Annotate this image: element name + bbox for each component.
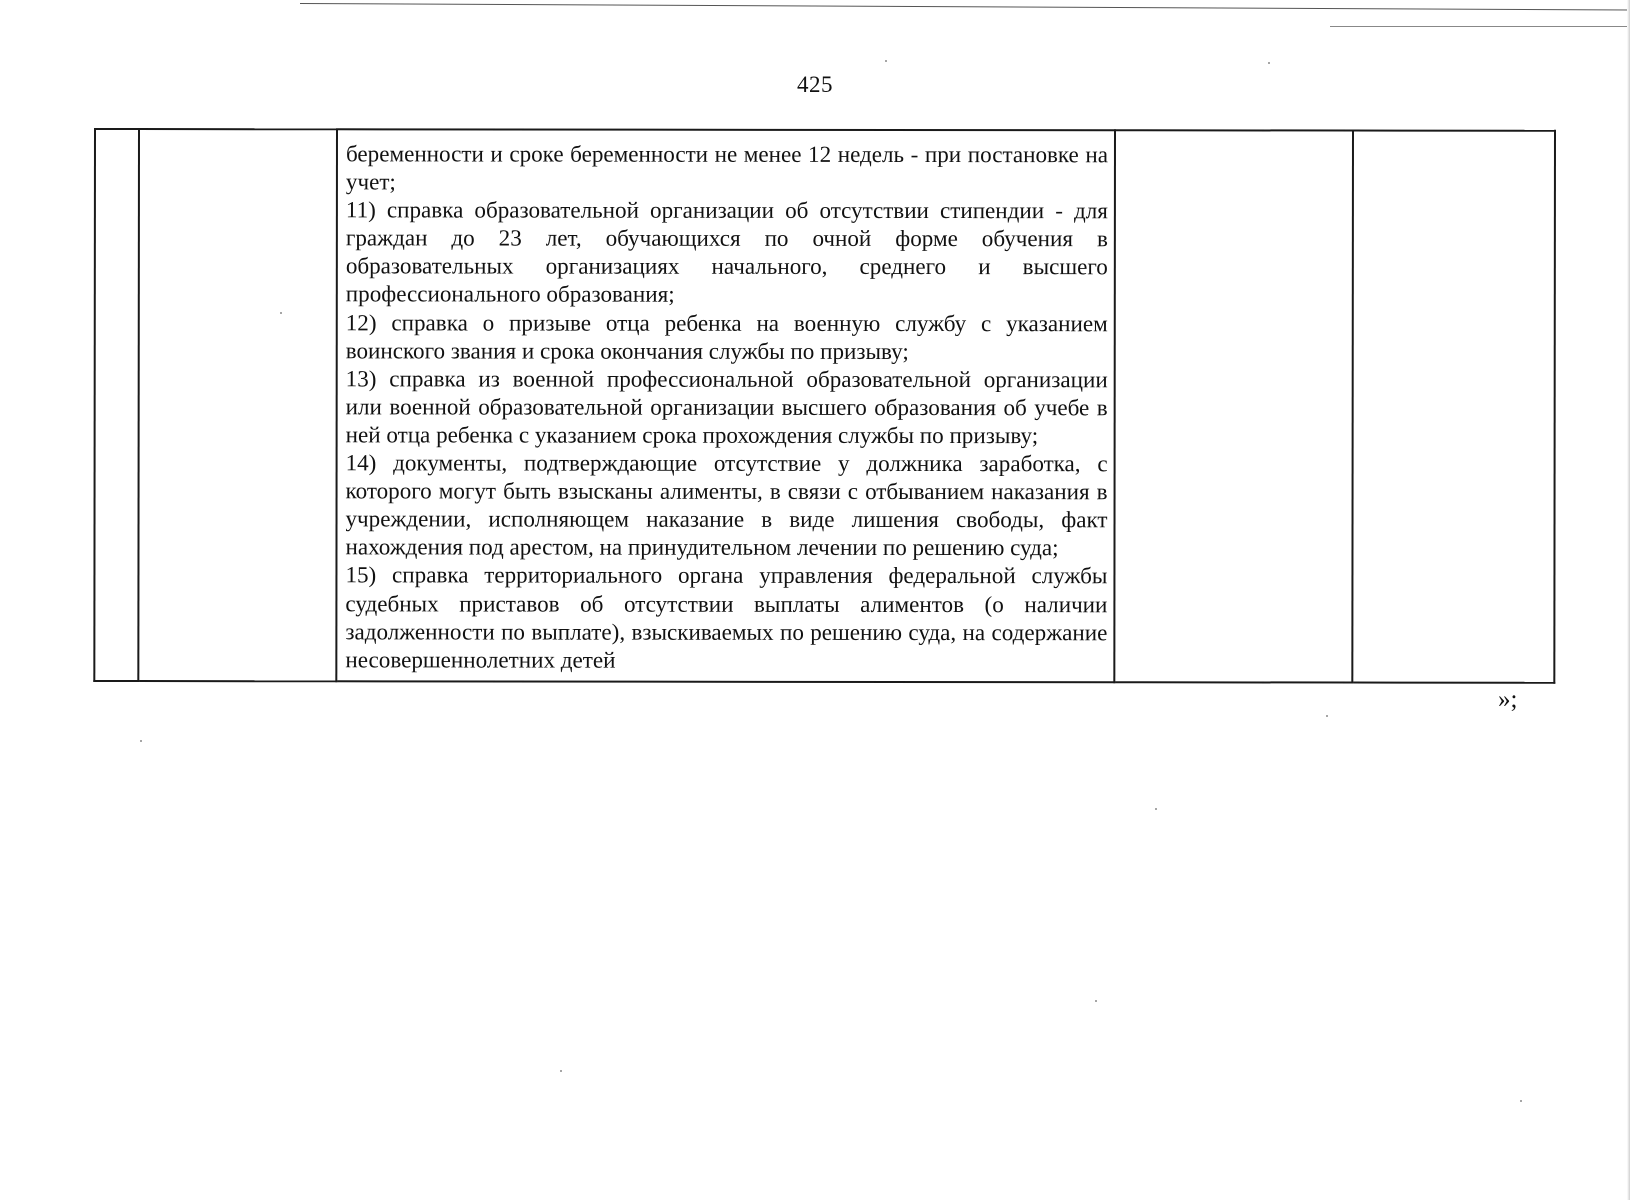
scan-speck (1268, 62, 1270, 64)
scan-speck (140, 740, 142, 742)
scan-speck (1155, 808, 1157, 810)
scan-speck (1326, 715, 1328, 717)
scan-speck (280, 312, 282, 314)
table-cell-empty (1114, 130, 1353, 682)
closing-quote-mark: »; (1498, 686, 1518, 713)
document-paragraph: беременности и сроке беременности не менее 12 недель - при постановке на учет; (345, 140, 1108, 195)
table-cell-documents (336, 129, 1115, 682)
scan-artifact-line (1330, 26, 1630, 27)
scan-speck (560, 1070, 562, 1072)
table-cell-empty (1352, 131, 1555, 683)
scan-artifact-line (300, 3, 1630, 10)
document-paragraph: 13) справка из военной профессиональной образовательной организации или военной образовательной организации высшего образования об учебе в ней отца ребенка с указанием срока прохождения службы по призыву; (345, 365, 1108, 449)
document-paragraph: 15) справка территориального органа управления федеральной службы судебных приставов об отсутствии выплаты алиментов (о наличии задолженности по выплате), взыскиваемых по решению суда, на содержание несовершеннолетних детей (345, 561, 1108, 673)
documents-text (337, 130, 1114, 680)
document-paragraph: 14) документы, подтверждающие отсутствие у должника заработка, с которого могут быть взысканы алименты, в связи с отбыванием наказания в учреждении, исполняющем наказание в виде лишения свободы, факт нахождения под арестом, на принудительном лечении по решению суда; (345, 449, 1108, 561)
scan-speck (885, 60, 887, 62)
scan-speck (1095, 1000, 1097, 1002)
table-wrapper (93, 128, 1544, 684)
scan-speck (1520, 1100, 1522, 1102)
table-row (94, 129, 1555, 683)
table-cell-number (94, 129, 139, 681)
document-table (93, 128, 1556, 684)
table-cell-name (138, 129, 337, 681)
page-number: 425 (797, 72, 833, 97)
document-paragraph: 11) справка образовательной организации об отсутствии стипендии - для граждан до 23 лет, обучающихся по очной форме обучения в образовательных организациях начального, среднего и высшего профессионального образования; (345, 196, 1108, 308)
document-paragraph: 12) справка о призыве отца ребенка на военную службу с указанием воинского звания и срока окончания службы по призыву; (345, 308, 1108, 364)
